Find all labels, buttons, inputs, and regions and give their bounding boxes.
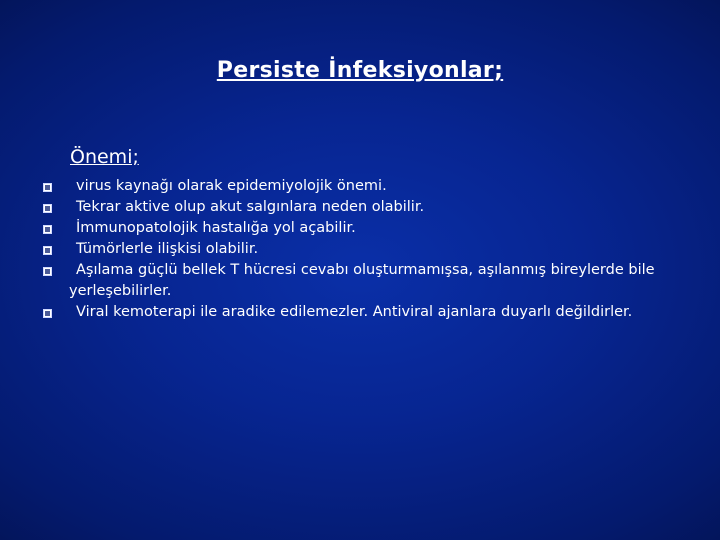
slide-title: Persiste İnfeksiyonlar; bbox=[216, 58, 504, 83]
bullet-text: Tümörlerle ilişkisi olabilir. bbox=[76, 241, 259, 257]
square-bullet-icon bbox=[43, 309, 52, 318]
bullet-text: Aşılama güçlü bellek T hücresi cevabı oluşturmamışsa, aşılanmış bireylerde bile yerleşebilirler. bbox=[69, 262, 655, 299]
square-bullet-icon bbox=[43, 183, 52, 192]
square-bullet-icon bbox=[43, 204, 52, 213]
list-item bbox=[0, 176, 720, 197]
bullet-list bbox=[0, 176, 720, 323]
bullet-text: Tekrar aktive olup akut salgınlara neden olabilir. bbox=[76, 199, 425, 215]
list-item bbox=[0, 239, 720, 260]
bullet-text: İmmunopatolojik hastalığa yol açabilir. bbox=[76, 220, 356, 236]
square-bullet-icon bbox=[43, 267, 52, 276]
bullet-text: Viral kemoterapi ile aradike edilemezler. Antiviral ajanlara duyarlı değildirler. bbox=[76, 304, 633, 320]
list-item bbox=[0, 302, 720, 323]
list-item bbox=[0, 197, 720, 218]
square-bullet-icon bbox=[43, 225, 52, 234]
slide-subtitle: Önemi; bbox=[70, 146, 139, 168]
list-item bbox=[0, 218, 720, 239]
square-bullet-icon bbox=[43, 246, 52, 255]
bullet-text: virus kaynağı olarak epidemiyolojik önemi. bbox=[76, 178, 387, 194]
list-item bbox=[0, 260, 720, 302]
